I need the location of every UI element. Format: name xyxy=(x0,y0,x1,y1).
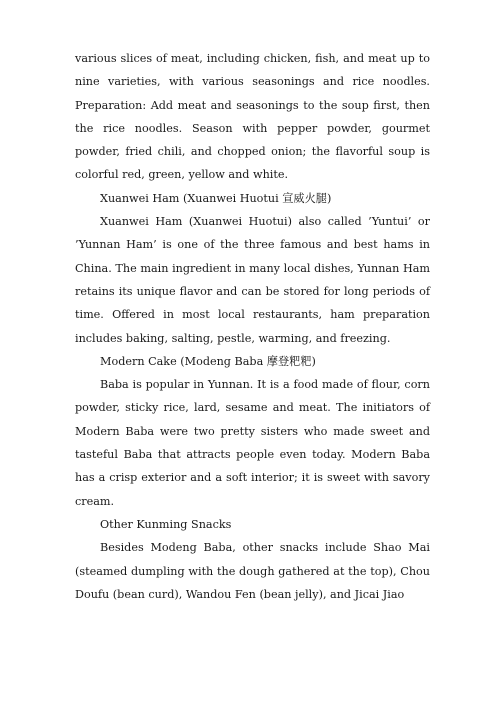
heading-other-kunming-snacks: Other Kunming Snacks xyxy=(100,517,232,531)
heading-xuanwei-ham: Xuanwei Ham (Xuanwei Huotui 宣威火腿) xyxy=(100,191,332,205)
heading-modern-cake: Modern Cake (Modeng Baba 摩登粑粑) xyxy=(100,354,316,368)
paragraph-modern-cake: Baba is popular in Yunnan. It is a food made of flour, corn powder, sticky rice, lard, sesame and meat. The initiators of Modern Baba were two pretty sisters who made sweet and tasteful Baba that attracts people even today. Modern Baba has a crisp exterior and a soft interior; it is sweet with savory cream. xyxy=(75,378,430,508)
paragraph-xuanwei-ham: Xuanwei Ham (Xuanwei Huotui) also called ’Yuntui’ or ’Yunnan Ham’ is one of the three famous and best hams in China. The main ingredient in many local dishes, Yunnan Ham retains its unique flavor and can be stored for long periods of time. Offered in most local restaurants, ham preparation includes baking, salting, pestle, warming, and freezing. xyxy=(75,215,430,345)
paragraph-rice-noodle-description: various slices of meat, including chicken, fish, and meat up to nine varieties, with various seasonings and rice noodles. Preparation: Add meat and seasonings to the soup first, then the rice noodles. Season with pepper powder, gourmet powder, fried chili, and chopped onion; the flavorful soup is colorful red, green, yellow and white. xyxy=(75,52,430,182)
document-body xyxy=(75,47,430,606)
paragraph-other-snacks: Besides Modeng Baba, other snacks include Shao Mai (steamed dumpling with the dough gathered at the top), Chou Doufu (bean curd), Wandou Fen (bean jelly), and Jicai Jiao xyxy=(75,541,430,601)
